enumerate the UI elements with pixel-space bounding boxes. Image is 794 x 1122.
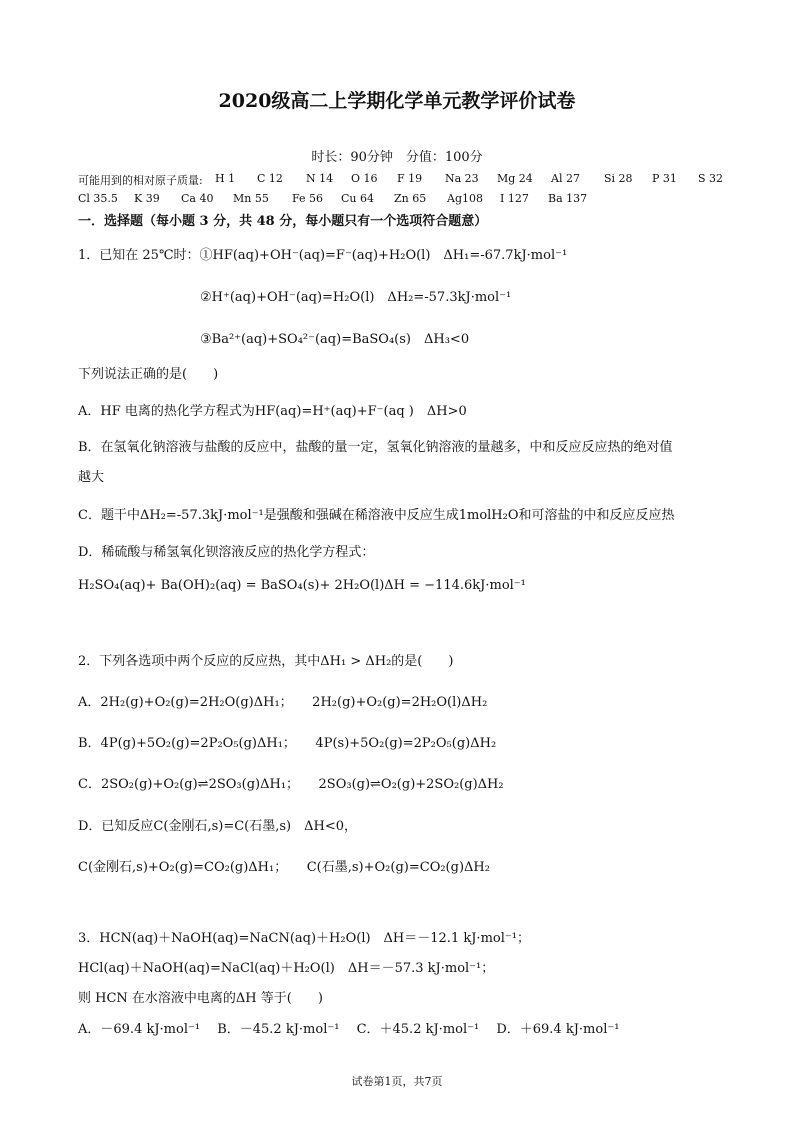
atomic-mass-item: Ag108 — [447, 192, 483, 205]
atomic-mass-item: N 14 — [306, 172, 334, 185]
q2-option-b: B．4P(g)+5O₂(g)=2P₂O₅(g)ΔH₁； 4P(s)+5O₂(g)=2P₂O₅(g)ΔH₂ — [78, 736, 497, 751]
atomic-mass-item: Mg 24 — [497, 172, 533, 185]
q2-option-c: C．2SO₂(g)+O₂(g)⇌2SO₃(g)ΔH₁； 2SO₃(g)⇌O₂(g)+2SO₂(g)ΔH₂ — [78, 777, 504, 792]
q1-option-b: B．在氢氧化钠溶液与盐酸的反应中，盐酸的量一定，氢氧化钠溶液的量越多，中和反应反应热的绝对值 — [78, 440, 673, 455]
atomic-mass-item: H 1 — [215, 172, 236, 185]
atomic-mass-item: O 16 — [351, 172, 378, 185]
atomic-mass-item: Mn 55 — [233, 192, 269, 205]
atomic-mass-item: I 127 — [500, 192, 529, 205]
atomic-mass-item: S 32 — [698, 172, 724, 185]
q2-option-d: D．已知反应C(金刚石,s)=C(石墨,s) ΔH<0， — [78, 819, 357, 834]
atomic-mass-item: Na 23 — [445, 172, 479, 185]
section-heading: 一．选择题（每小题 3 分，共 48 分，每小题只有一个选项符合题意） — [78, 214, 488, 229]
q1-option-a: A．HF 电离的热化学方程式为HF(aq)=H⁺(aq)+F⁻(aq ) ΔH>0 — [78, 404, 467, 419]
q2-option-a: A．2H₂(g)+O₂(g)=2H₂O(g)ΔH₁； 2H₂(g)+O₂(g)=2H₂O(l)ΔH₂ — [78, 695, 488, 710]
atomic-mass-item: Al 27 — [551, 172, 580, 185]
atomic-mass-item: C 12 — [257, 172, 283, 185]
q1-option-c: C．题干中ΔH₂=-57.3kJ·mol⁻¹是强酸和强碱在稀溶液中反应生成1molH₂O和可溶盐的中和反应反应热 — [78, 508, 675, 523]
exam-meta: 时长：90分钟 分值：100分 — [311, 150, 483, 165]
atomic-mass-item: Cl 35.5 — [78, 192, 118, 205]
atomic-mass-item: Cu 64 — [341, 192, 374, 205]
atomic-mass-item: P 31 — [652, 172, 677, 185]
atomic-mass-item: Ca 40 — [181, 192, 214, 205]
atomic-mass-item: Ba 137 — [548, 192, 588, 205]
q1-ask: 下列说法正确的是( ) — [78, 367, 219, 382]
atomic-mass-item: F 19 — [397, 172, 423, 185]
q1-option-b-cont: 越大 — [78, 470, 105, 485]
q1-option-d: D．稀硫酸与稀氢氧化钡溶液反应的热化学方程式： — [78, 545, 375, 560]
q2-stem: 2．下列各选项中两个反应的反应热，其中ΔH₁ > ΔH₂的是( ) — [78, 654, 454, 669]
q1-stem: 1．已知在 25℃时：①HF(aq)+OH⁻(aq)=F⁻(aq)+H₂O(l) ΔH₁=-67.7kJ·mol⁻¹ — [78, 248, 568, 263]
q3-options: A．－69.4 kJ·mol⁻¹ B．－45.2 kJ·mol⁻¹ C．＋45.2 kJ·mol⁻¹ D．＋69.4 kJ·mol⁻¹ — [78, 1022, 620, 1037]
q3-stem: 则 HCN 在水溶液中电离的ΔH 等于( ) — [78, 991, 323, 1006]
atomic-mass-item: Zn 65 — [394, 192, 427, 205]
q3-line-2: HCl(aq)＋NaOH(aq)=NaCl(aq)＋H₂O(l) ΔH＝－57.3 kJ·mol⁻¹； — [78, 961, 495, 976]
q1-eq3: ③Ba²⁺(aq)+SO₄²⁻(aq)=BaSO₄(s) ΔH₃<0 — [200, 332, 470, 347]
q1-option-d-equation: H₂SO₄(aq)+ Ba(OH)₂(aq) = BaSO₄(s)+ 2H₂O(l)ΔH = −114.6kJ·mol⁻¹ — [78, 578, 526, 593]
q3-line-1: 3．HCN(aq)＋NaOH(aq)=NaCN(aq)＋H₂O(l) ΔH＝－12.1 kJ·mol⁻¹； — [78, 931, 530, 946]
exam-title: 2020级高二上学期化学单元教学评价试卷 — [218, 90, 576, 112]
q2-option-d-equations: C(金刚石,s)+O₂(g)=CO₂(g)ΔH₁； C(石墨,s)+O₂(g)=CO₂(g)ΔH₂ — [78, 860, 490, 875]
atomic-mass-item: K 39 — [134, 192, 160, 205]
page-footer: 试卷第1页，共7页 — [351, 1075, 443, 1088]
atomic-mass-label: 可能用到的相对原子质量: — [78, 174, 203, 187]
atomic-mass-item: Si 28 — [604, 172, 633, 185]
atomic-mass-item: Fe 56 — [292, 192, 324, 205]
q1-eq2: ②H⁺(aq)+OH⁻(aq)=H₂O(l) ΔH₂=-57.3kJ·mol⁻¹ — [200, 290, 512, 305]
